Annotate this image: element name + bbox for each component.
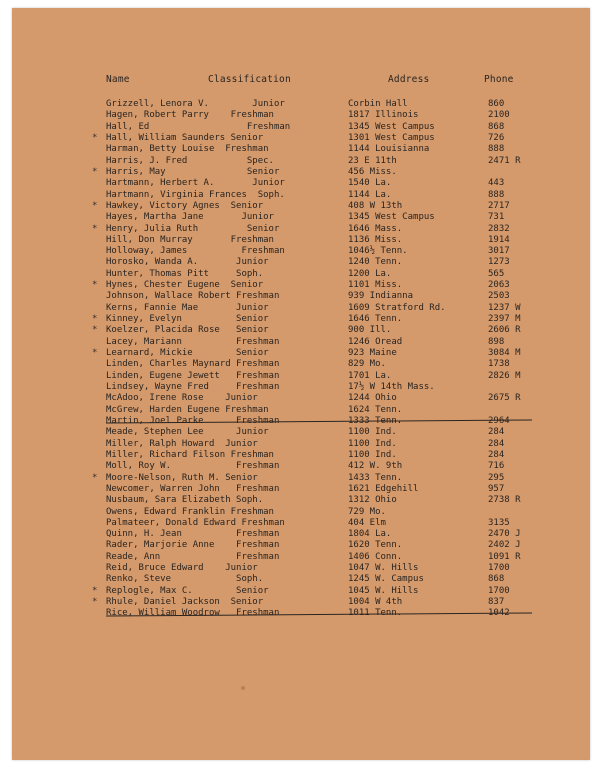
student-address: 1333 Tenn. xyxy=(348,415,403,426)
student-name-class: Hayes, Martha Jane Junior xyxy=(106,212,274,223)
list-item xyxy=(12,427,590,438)
list-item xyxy=(12,212,590,223)
list-item xyxy=(12,337,590,348)
student-address: 1646 Tenn. xyxy=(348,314,403,325)
list-item xyxy=(12,133,590,144)
student-address: 900 Ill. xyxy=(348,325,392,336)
student-phone: 1091 R xyxy=(488,551,521,562)
student-name-class: Hall, Ed Freshman xyxy=(106,121,291,132)
list-item xyxy=(12,597,590,608)
student-address: 17½ W 14th Mass. xyxy=(348,382,435,392)
student-address: 1624 Tenn. xyxy=(348,404,403,415)
student-address: 408 W 13th xyxy=(348,200,403,211)
student-name-class: Rhule, Daniel Jackson Senior xyxy=(106,597,264,608)
student-address: 829 Mo. xyxy=(348,359,386,370)
check-mark-icon: * xyxy=(92,200,98,211)
student-name-class: Hill, Don Murray Freshman xyxy=(106,234,274,245)
check-mark-icon: * xyxy=(92,472,98,483)
student-phone: 868 xyxy=(488,574,505,585)
student-address: 1620 Tenn. xyxy=(348,540,403,551)
student-phone: 1700 xyxy=(488,563,510,574)
student-address: 729 Mo. xyxy=(348,506,386,517)
list-item xyxy=(12,416,590,427)
student-name-class: McGrew, Harden Eugene Freshman xyxy=(106,404,269,415)
list-item xyxy=(12,190,590,201)
list-item xyxy=(12,178,590,189)
student-phone: 3135 xyxy=(488,517,510,528)
header-name: Name xyxy=(106,74,130,85)
student-address: 1406 Conn. xyxy=(348,551,403,562)
student-phone: 1237 W xyxy=(488,302,521,313)
student-phone: 565 xyxy=(488,268,505,279)
list-item xyxy=(12,224,590,235)
student-address: 1804 La. xyxy=(348,529,392,540)
list-item xyxy=(12,291,590,302)
list-item xyxy=(12,246,590,257)
punch-hole xyxy=(241,686,245,690)
list-item xyxy=(12,461,590,472)
list-item xyxy=(12,450,590,461)
student-name-class: Martin, Joel Parke Freshman xyxy=(106,415,280,426)
list-item xyxy=(12,608,590,619)
student-address: 1200 La. xyxy=(348,268,392,279)
list-item xyxy=(12,371,590,382)
list-item xyxy=(12,201,590,212)
student-address: 1817 Illinois xyxy=(348,110,419,121)
list-item xyxy=(12,507,590,518)
student-name-class: McAdoo, Irene Rose Junior xyxy=(106,393,258,404)
student-name-class: Reid, Bruce Edward Junior xyxy=(106,563,258,574)
student-address: 1540 La. xyxy=(348,178,392,189)
student-name-class: Kerns, Fannie Mae Junior xyxy=(106,302,269,313)
student-address: 1045 W. Hills xyxy=(348,585,419,596)
student-phone: 2063 xyxy=(488,280,510,291)
student-name-class: Miller, Richard Filson Freshman xyxy=(106,449,274,460)
list-item xyxy=(12,439,590,450)
student-name-class: Harris, May Senior xyxy=(106,166,280,177)
list-item xyxy=(12,269,590,280)
check-mark-icon: * xyxy=(92,597,98,608)
student-phone: 888 xyxy=(488,189,505,200)
student-address: 1245 W. Campus xyxy=(348,574,424,585)
student-phone: 2402 J xyxy=(488,540,521,551)
student-address: 1144 La. xyxy=(348,189,392,200)
check-mark-icon: * xyxy=(92,314,98,325)
check-mark-icon: * xyxy=(92,585,98,596)
list-item xyxy=(12,382,590,393)
student-address: 1047 W. Hills xyxy=(348,563,419,574)
student-phone: 1700 xyxy=(488,585,510,596)
student-address: 923 Maine xyxy=(348,348,397,359)
list-item xyxy=(12,586,590,597)
student-name-class: Johnson, Wallace Robert Freshman xyxy=(106,291,280,302)
header-classification: Classification xyxy=(208,74,291,85)
student-phone: 1042 xyxy=(488,608,510,619)
student-address: 1345 West Campus xyxy=(348,121,435,132)
student-name-class: Hynes, Chester Eugene Senior xyxy=(106,280,264,291)
student-name-class: Miller, Ralph Howard Junior xyxy=(106,438,258,449)
student-phone: 2503 xyxy=(488,291,510,302)
student-address: 23 E 11th xyxy=(348,155,397,166)
student-address: 1312 Ohio xyxy=(348,495,397,506)
student-address: 1100 Ind. xyxy=(348,438,397,449)
student-name-class: Grizzell, Lenora V. Junior xyxy=(106,99,285,109)
list-item xyxy=(12,484,590,495)
student-address: 412 W. 9th xyxy=(348,461,403,472)
student-phone: 2471 R xyxy=(488,155,521,166)
student-name-class: Henry, Julia Ruth Senior xyxy=(106,223,280,234)
list-item xyxy=(12,563,590,574)
student-address: 1433 Tenn. xyxy=(348,472,403,483)
student-phone: 2832 xyxy=(488,223,510,234)
list-item xyxy=(12,574,590,585)
student-phone: 2606 R xyxy=(488,325,521,336)
list-item xyxy=(12,257,590,268)
list-item xyxy=(12,540,590,551)
student-name-class: Rice, William Woodrow Freshman xyxy=(106,608,280,619)
check-mark-icon: * xyxy=(92,280,98,291)
student-address: 1004 W 4th xyxy=(348,597,403,608)
student-phone: 726 xyxy=(488,132,505,143)
student-phone: 2470 J xyxy=(488,529,521,540)
student-phone: 2826 M xyxy=(488,370,521,381)
student-phone: 731 xyxy=(488,212,505,223)
student-phone: 284 xyxy=(488,427,505,438)
student-name-class: Hartmann, Virginia Frances Soph. xyxy=(106,189,285,200)
student-address: 1136 Miss. xyxy=(348,234,403,245)
list-item xyxy=(12,280,590,291)
student-phone: 957 xyxy=(488,483,505,494)
list-item xyxy=(12,405,590,416)
student-address: 1609 Stratford Rd. xyxy=(348,302,446,313)
list-item xyxy=(12,348,590,359)
student-phone: 3017 xyxy=(488,246,510,257)
list-item xyxy=(12,156,590,167)
student-name-class: Hagen, Robert Parry Freshman xyxy=(106,110,274,121)
student-phone: 868 xyxy=(488,121,505,132)
student-phone: 2717 xyxy=(488,200,510,211)
student-phone: 716 xyxy=(488,461,505,472)
check-mark-icon: * xyxy=(92,325,98,336)
student-phone: 2397 M xyxy=(488,314,521,325)
student-name-class: Kinney, Evelyn Senior xyxy=(106,314,269,325)
student-name-class: Quinn, H. Jean Freshman xyxy=(106,529,280,540)
student-name-class: Koelzer, Placida Rose Senior xyxy=(106,325,269,336)
student-address: 1100 Ind. xyxy=(348,427,397,438)
student-address: 1701 La. xyxy=(348,370,392,381)
student-name-class: Moll, Roy W. Freshman xyxy=(106,461,280,472)
student-phone: 3084 M xyxy=(488,348,521,359)
student-address: 1101 Miss. xyxy=(348,280,403,291)
header-phone: Phone xyxy=(484,74,514,85)
list-item xyxy=(12,393,590,404)
document-page xyxy=(12,8,590,760)
student-address: 1100 Ind. xyxy=(348,449,397,460)
student-name-class: Moore-Nelson, Ruth M. Senior xyxy=(106,472,258,483)
student-phone: 1738 xyxy=(488,359,510,370)
student-address: 404 Elm xyxy=(348,517,386,528)
check-mark-icon: * xyxy=(92,166,98,177)
student-name-class: Learnard, Mickie Senior xyxy=(106,348,269,359)
student-name-class: Lindsey, Wayne Fred Freshman xyxy=(106,382,280,392)
header-address: Address xyxy=(388,74,430,85)
student-phone: 898 xyxy=(488,336,505,347)
list-item xyxy=(12,122,590,133)
list-item xyxy=(12,235,590,246)
student-name-class: Hawkey, Victory Agnes Senior xyxy=(106,200,264,211)
list-item xyxy=(12,325,590,336)
student-address: Corbin Hall xyxy=(348,99,408,109)
student-name-class: Rader, Marjorie Anne Freshman xyxy=(106,540,280,551)
student-name-class: Hall, William Saunders Senior xyxy=(106,132,264,143)
student-name-class: Owens, Edward Franklin Freshman xyxy=(106,506,274,517)
student-name-class: Replogle, Max C. Senior xyxy=(106,585,269,596)
list-item xyxy=(12,473,590,484)
list-item xyxy=(12,167,590,178)
student-address: 1246 Oread xyxy=(348,336,403,347)
list-item xyxy=(12,144,590,155)
student-name-class: Linden, Charles Maynard Freshman xyxy=(106,359,280,370)
student-phone: 284 xyxy=(488,438,505,449)
student-phone: 2738 R xyxy=(488,495,521,506)
student-phone: 837 xyxy=(488,597,505,608)
student-address: 1621 Edgehill xyxy=(348,483,419,494)
student-phone: 860 xyxy=(488,99,505,109)
student-phone: 295 xyxy=(488,472,505,483)
list-item xyxy=(12,529,590,540)
list-item xyxy=(12,552,590,563)
list-item xyxy=(12,314,590,325)
list-item xyxy=(12,99,590,110)
student-address: 456 Miss. xyxy=(348,166,397,177)
student-address: 1244 Ohio xyxy=(348,393,397,404)
student-phone: 888 xyxy=(488,144,505,155)
student-address: 1240 Tenn. xyxy=(348,257,403,268)
student-address: 1011 Tenn. xyxy=(348,608,403,619)
list-item xyxy=(12,518,590,529)
student-name-class: Hartmann, Herbert A. Junior xyxy=(106,178,285,189)
list-item xyxy=(12,110,590,121)
student-name-class: Meade, Stephen Lee Junior xyxy=(106,427,269,438)
student-address: 1345 West Campus xyxy=(348,212,435,223)
student-address: 1046½ Tenn. xyxy=(348,246,408,257)
student-phone: 1273 xyxy=(488,257,510,268)
student-name-class: Palmateer, Donald Edward Freshman xyxy=(106,517,285,528)
student-name-class: Harris, J. Fred Spec. xyxy=(106,155,274,166)
student-name-class: Horosko, Wanda A. Junior xyxy=(106,257,269,268)
student-address: 1144 Louisianna xyxy=(348,144,430,155)
check-mark-icon: * xyxy=(92,132,98,143)
student-name-class: Newcomer, Warren John Freshman xyxy=(106,483,280,494)
list-item xyxy=(12,359,590,370)
student-name-class: Harman, Betty Louise Freshman xyxy=(106,144,269,155)
list-item xyxy=(12,303,590,314)
student-phone: 2964 xyxy=(488,415,510,426)
student-name-class: Linden, Eugene Jewett Freshman xyxy=(106,370,280,381)
student-address: 1301 West Campus xyxy=(348,132,435,143)
student-address: 939 Indianna xyxy=(348,291,414,302)
student-name-class: Lacey, Mariann Freshman xyxy=(106,336,280,347)
student-name-class: Hunter, Thomas Pitt Soph. xyxy=(106,268,264,279)
student-phone: 284 xyxy=(488,449,505,460)
student-name-class: Reade, Ann Freshman xyxy=(106,551,280,562)
student-name-class: Renko, Steve Soph. xyxy=(106,574,264,585)
student-address: 1646 Mass. xyxy=(348,223,403,234)
student-phone: 2675 R xyxy=(488,393,521,404)
student-phone: 2100 xyxy=(488,110,510,121)
list-item xyxy=(12,495,590,506)
student-name-class: Nusbaum, Sara Elizabeth Soph. xyxy=(106,495,264,506)
check-mark-icon: * xyxy=(92,223,98,234)
check-mark-icon: * xyxy=(92,348,98,359)
student-phone: 443 xyxy=(488,178,505,189)
student-phone: 1914 xyxy=(488,234,510,245)
student-name-class: Holloway, James Freshman xyxy=(106,246,285,257)
